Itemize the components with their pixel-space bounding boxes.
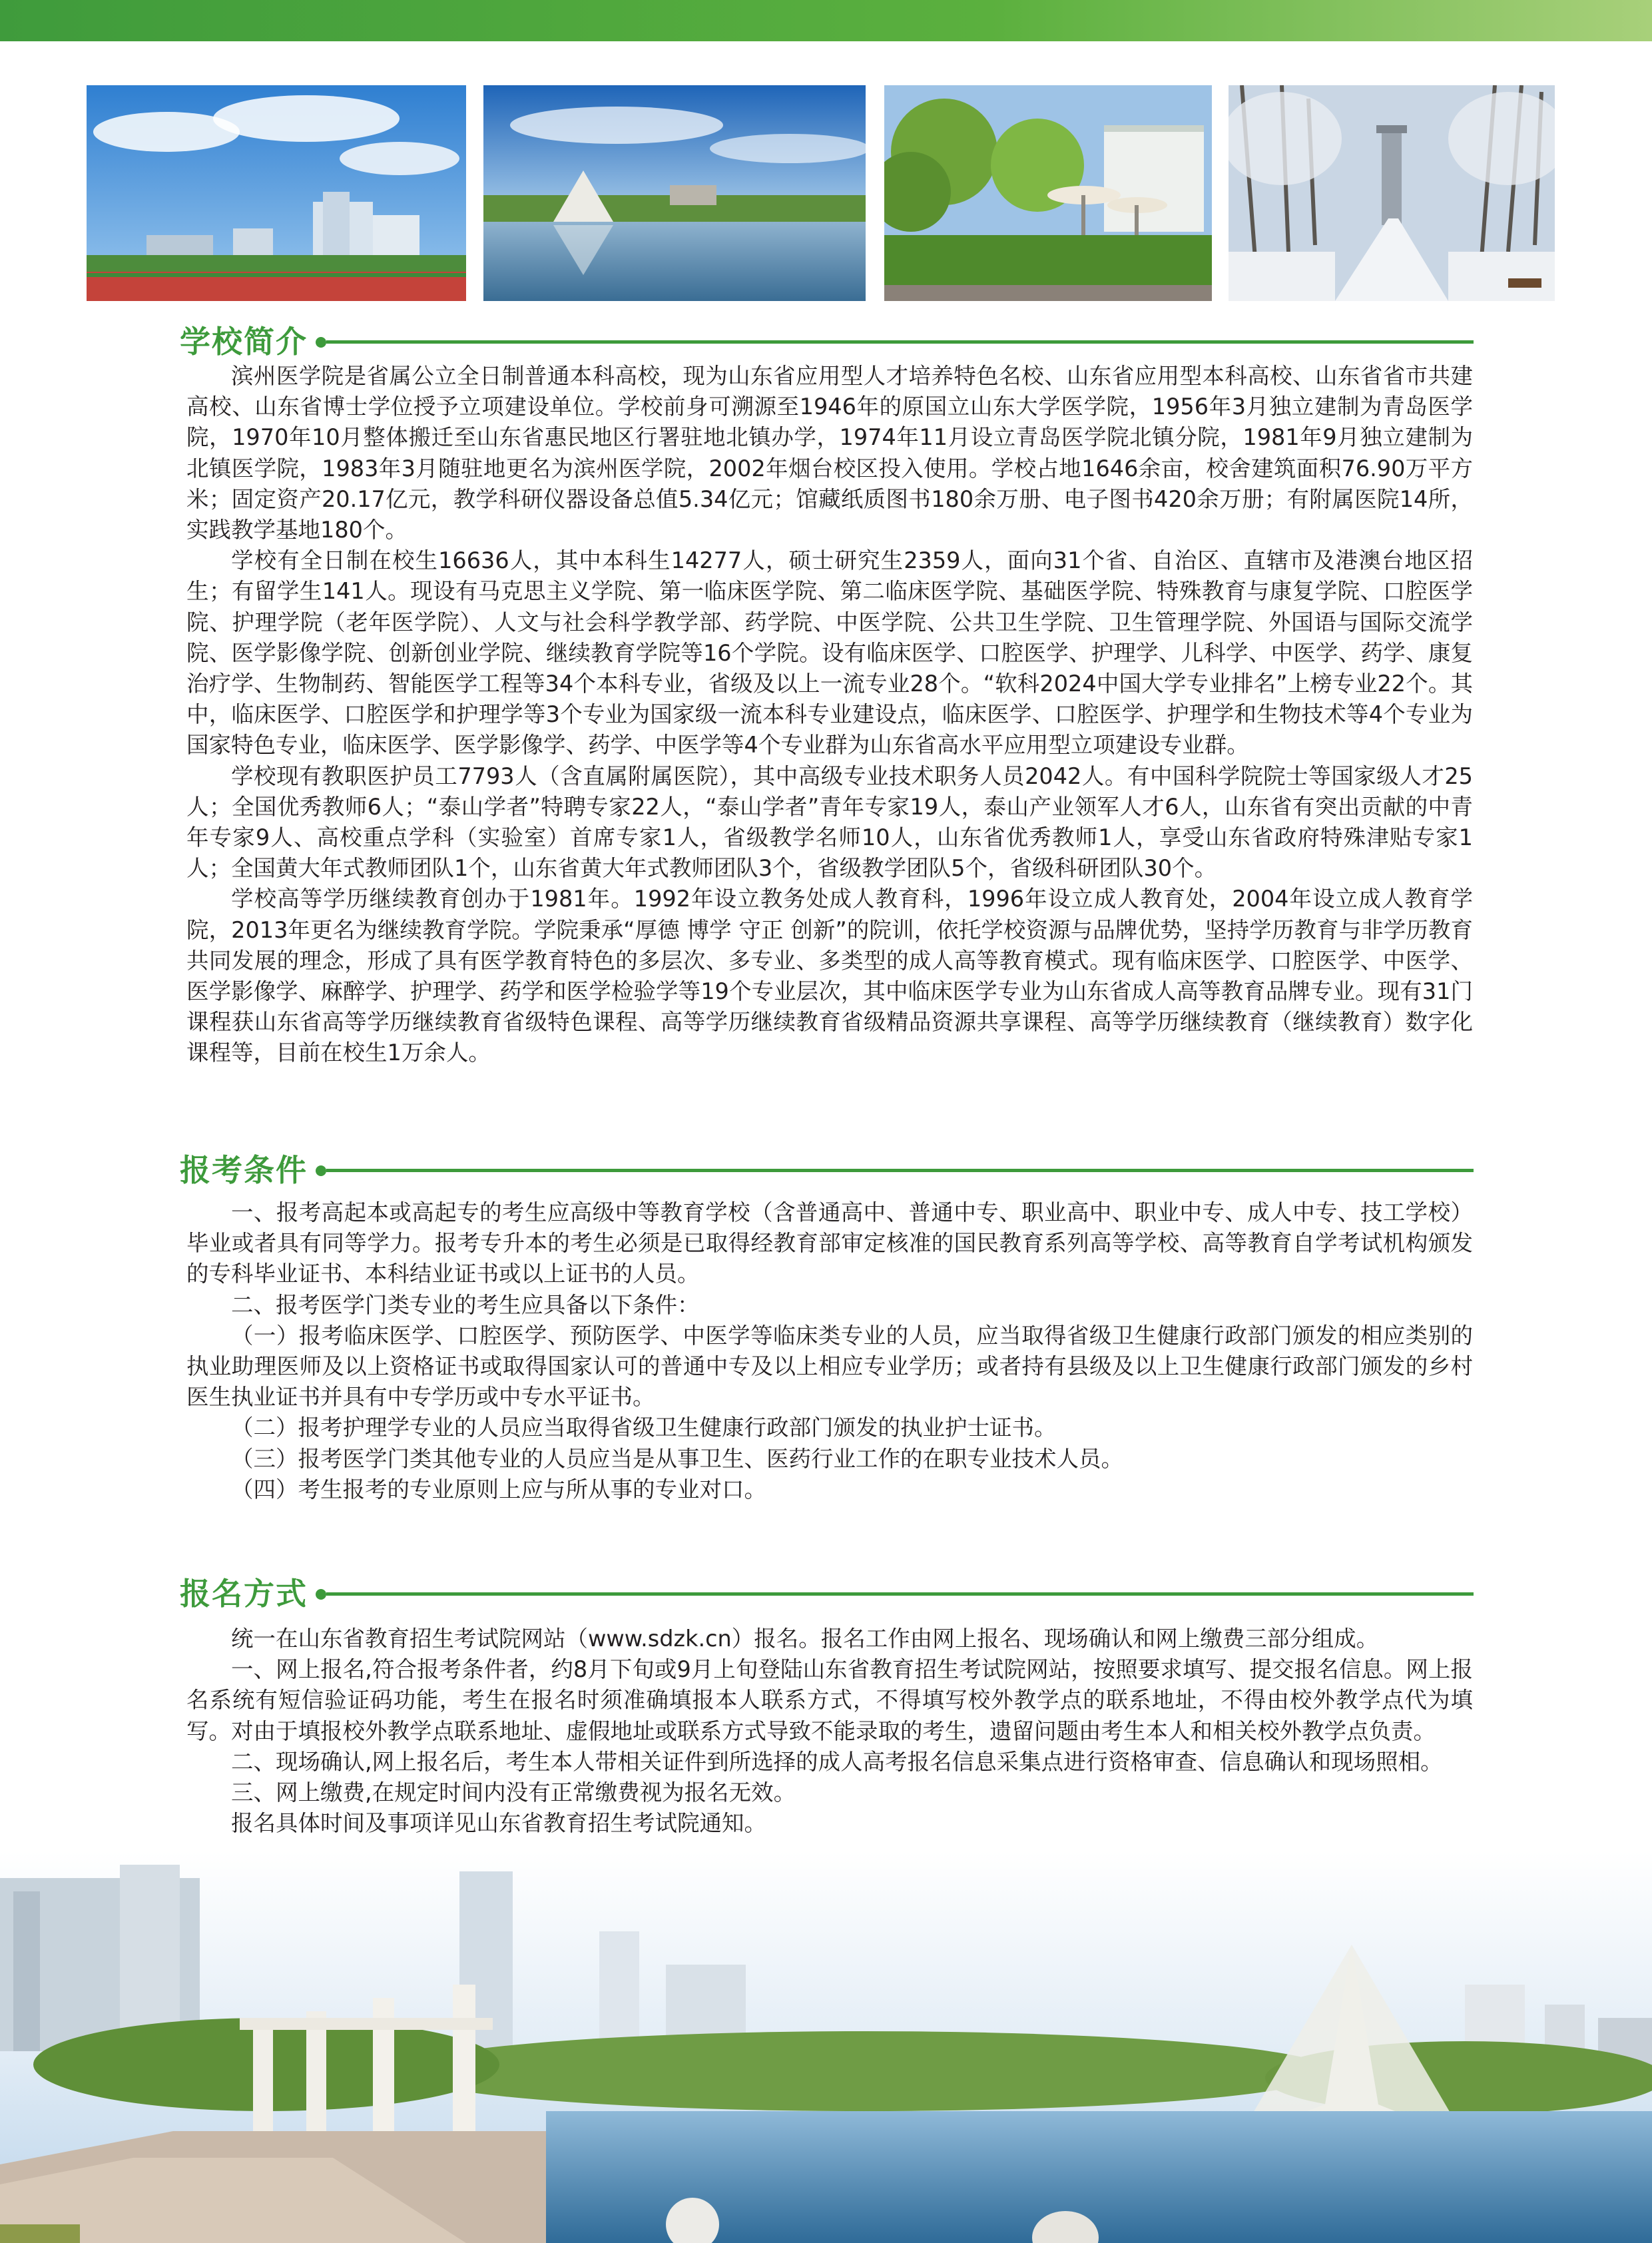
conditions-paragraph: （三）报考医学门类其他专业的人员应当是从事卫生、医药行业工作的在职专业技术人员。 <box>231 1445 1123 1472</box>
conditions-paragraph: （四）考生报考的专业原则上应与所从事的专业对口。 <box>231 1476 766 1502</box>
conditions-paragraph: 二、报考医学门类专业的考生应具备以下条件： <box>231 1291 700 1318</box>
conditions-paragraph: （二）报考护理学专业的人员应当取得省级卫生健康行政部门颁发的执业护士证书。 <box>231 1415 1057 1441</box>
registration-paragraph: 统一在山东省教育招生考试院网站（www.sdzk.cn）报名。报名工作由网上报名、现场确认和网上缴费三部分组成。 <box>231 1626 1379 1652</box>
snowy-avenue-photo <box>1229 85 1555 301</box>
registration-body <box>186 1624 1473 1839</box>
section-divider <box>326 1592 1474 1596</box>
conditions-body <box>186 1197 1473 1505</box>
registration-paragraph: 三、网上缴费,在规定时间内没有正常缴费视为报名无效。 <box>231 1779 796 1806</box>
registration-paragraph: 报名具体时间及事项详见山东省教育招生考试院通知。 <box>231 1810 766 1837</box>
intro-body <box>186 361 1473 1069</box>
registration-paragraph: 一、网上报名,符合报考条件者，约8月下旬或9月上旬登陆山东省教育招生考试院网站，按照要求填写、提交报名信息。网上报名系统有短信验证码功能，考生在报名时须准确填报本人联系方式，不得填写校外教学点的联系地址，不得由校外教学点代为填写。对由于填报校外教学点联系地址、虚假地址或联系方式导致不能录取的考生，遗留问题由考生本人和相关校外教学点负责。 <box>186 1656 1473 1744</box>
intro-paragraph: 滨州医学院是省属公立全日制普通本科高校，现为山东省应用型人才培养特色名校、山东省应用型本科高校、山东省省市共建高校、山东省博士学位授予立项建设单位。学校前身可溯源至1946年的原国立山东大学医学院，1956年3月独立建制为青岛医学院，1970年10月整体搬迁至山东省惠民地区行署驻地北镇办学，1974年11月设立青岛医学院北镇分院，1981年9月独立建制为北镇医学院，1983年3月随驻地更名为滨州医学院，2002年烟台校区投入使用。学校占地1646余亩，校舍建筑面积76.90万平方米；固定资产20.17亿元，教学科研仪器设备总值5.34亿元；馆藏纸质图书180余万册、电子图书420余万册；有附属医院14所，实践教学基地180个。 <box>186 363 1473 543</box>
conditions-paragraph: （一）报考临床医学、口腔医学、预防医学、中医学等临床类专业的人员，应当取得省级卫生健康行政部门颁发的相应类别的执业助理医师及以上资格证书或取得国家认可的普通中专及以上相应专业学历；或者持有县级及以上卫生健康行政部门颁发的乡村医生执业证书并具有中专学历或中专水平证书。 <box>186 1322 1473 1411</box>
section-divider <box>326 1169 1474 1172</box>
section-title-conditions: 报考条件 <box>180 1152 308 1188</box>
intro-paragraph: 学校现有教职医护员工7793人（含直属附属医院），其中高级专业技术职务人员2042人。有中国科学院院士等国家级人才25人；全国优秀教师6人；“泰山学者”特聘专家22人，“泰山学者”青年专家19人，泰山产业领军人才6人，山东省有突出贡献的中青年专家9人、高校重点学科（实验室）首席专家1人，省级教学名师10人，山东省优秀教师1人，享受山东省政府特殊津贴专家1人；全国黄大年式教师团队1个，山东省黄大年式教师团队3个，省级教学团队5个，省级科研团队30个。 <box>186 763 1473 882</box>
top-color-bar <box>0 0 1652 41</box>
registration-paragraph: 二、现场确认,网上报名后，考生本人带相关证件到所选择的成人高考报名信息采集点进行资格审查、信息确认和现场照相。 <box>231 1748 1443 1775</box>
section-title-registration: 报名方式 <box>180 1576 308 1612</box>
conditions-paragraph: 一、报考高起本或高起专的考生应高级中等教育学校（含普通高中、普通中专、职业高中、职业中专、成人中专、技工学校）毕业或者具有同等学力。报考专升本的考生必须是已取得经教育部审定核准的国民教育系列高等学校、高等教育自学考试机构颁发的专科毕业证书、本科结业证书或以上证书的人员。 <box>186 1199 1473 1287</box>
campus-building-photo <box>87 85 466 301</box>
section-title-intro: 学校简介 <box>180 324 308 360</box>
campus-lake-scenery <box>0 1851 1652 2243</box>
campus-garden-photo <box>884 85 1212 301</box>
intro-paragraph: 学校高等学历继续教育创办于1981年。1992年设立教务处成人教育科，1996年设立成人教育处，2004年设立成人教育学院，2013年更名为继续教育学院。学院秉承“厚德 博学 守正 创新”的院训，依托学校资源与品牌优势，坚持学历教育与非学历教育共同发展的理念，形成了具有医学教育特色的多层次、多专业、多类型的成人高等教育模式。现有临床医学、口腔医学、中医学、医学影像学、麻醉学、护理学、药学和医学检验学等19个专业层次，其中临床医学专业为山东省成人高等教育品牌专业。现有31门课程获山东省高等学历继续教育省级特色课程、高等学历继续教育省级精品资源共享课程、高等学历继续教育（继续教育）数字化课程等，目前在校生1万余人。 <box>186 886 1473 1066</box>
intro-paragraph: 学校有全日制在校生16636人，其中本科生14277人，硕士研究生2359人，面向31个省、自治区、直辖市及港澳台地区招生；有留学生141人。现设有马克思主义学院、第一临床医学院、第二临床医学院、基础医学院、特殊教育与康复学院、口腔医学院、护理学院（老年医学院）、人文与社会科学教学部、药学院、中医学院、公共卫生学院、卫生管理学院、外国语与国际交流学院、医学影像学院、创新创业学院、继续教育学院等16个学院。设有临床医学、口腔医学、护理学、儿科学、中医学、药学、康复治疗学、生物制药、智能医学工程等34个本科专业，省级及以上一流专业28个。“软科2024中国大学专业排名”上榜专业22个。其中，临床医学、口腔医学和护理学等3个专业为国家级一流本科专业建设点，临床医学、口腔医学、护理学和生物技术等4个专业为国家特色专业，临床医学、医学影像学、药学、中医学等4个专业群为山东省高水平应用型立项建设专业群。 <box>186 547 1473 759</box>
section-divider <box>326 340 1474 344</box>
lake-pavilion-photo <box>483 85 866 301</box>
